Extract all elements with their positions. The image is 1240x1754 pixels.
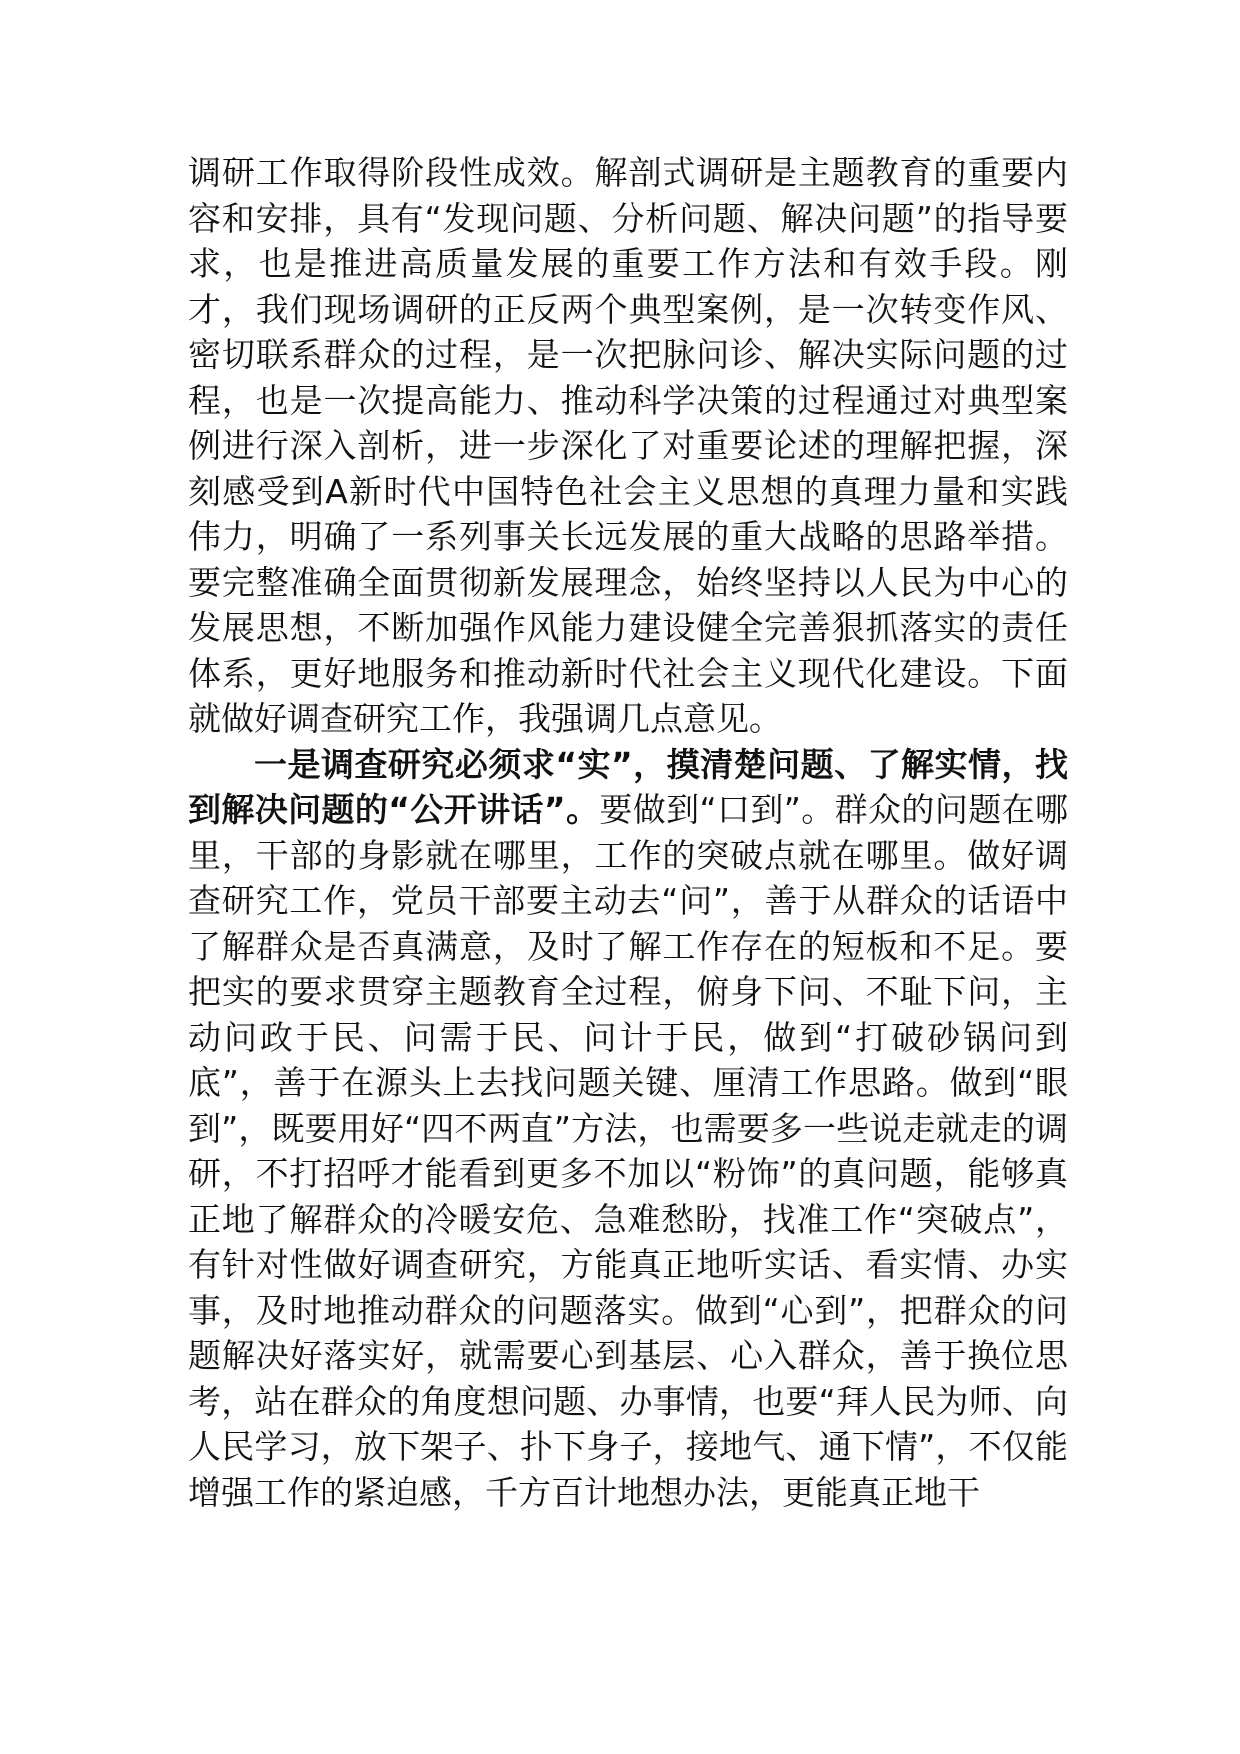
- paragraph-section-one: [188, 742, 1068, 1516]
- paragraph-continued: 调研工作取得阶段性成效。解剖式调研是主题教育的重要内容和安排，具有“发现问题、分析问题、解决问题”的指导要求，也是推进高质量发展的重要工作方法和有效手段。刚才，我们现场调研的正反两个典型案例，是一次转变作风、密切联系群众的过程，是一次把脉问诊、解决实际问题的过程，也是一次提高能力、推动科学决策的过程通过对典型案例进行深入剖析，进一步深化了对重要论述的理解把握，深刻感受到A新时代中国特色社会主义思想的真理力量和实践伟力，明确了一系列事关长远发展的重大战略的思路举措。要完整准确全面贯彻新发展理念，始终坚持以人民为中心的发展思想，不断加强作风能力建设健全完善狠抓落实的责任体系，更好地服务和推动新时代社会主义现代化建设。下面就做好调查研究工作，我强调几点意见。: [188, 153, 1068, 738]
- document-body: [188, 150, 1068, 1515]
- section-heading-inline: 一是调查研究必须求“实”，摸清楚问题、了解实情，找到解决问题的“公开讲话”。: [188, 744, 1068, 829]
- section-body-text: 要做到“口到”。群众的问题在哪里，干部的身影就在哪里，工作的突破点就在哪里。做好调查研究工作，党员干部要主动去“问”，善于从群众的话语中了解群众是否真满意，及时了解工作存在的短板和不足。要把实的要求贯穿主题教育全过程，俯身下问、不耻下问，主动问政于民、问需于民、问计于民，做到“打破砂锅问到底”，善于在源头上去找问题关键、厘清工作思路。做到“眼到”，既要用好“四不两直”方法，也需要多一些说走就走的调研，不打招呼才能看到更多不加以“粉饰”的真问题，能够真正地了解群众的冷暖安危、急难愁盼，找准工作“突破点”，有针对性做好调查研究，方能真正地听实话、看实情、办实事，及时地推动群众的问题落实。做到“心到”，把群众的问题解决好落实好，就需要心到基层、心入群众，善于换位思考，站在群众的角度想问题、办事情，也要“拜人民为师、向人民学习，放下架子、扑下身子，接地气、通下情”，不仅能增强工作的紧迫感，千方百计地想办法，更能真正地干: [188, 790, 1068, 1512]
